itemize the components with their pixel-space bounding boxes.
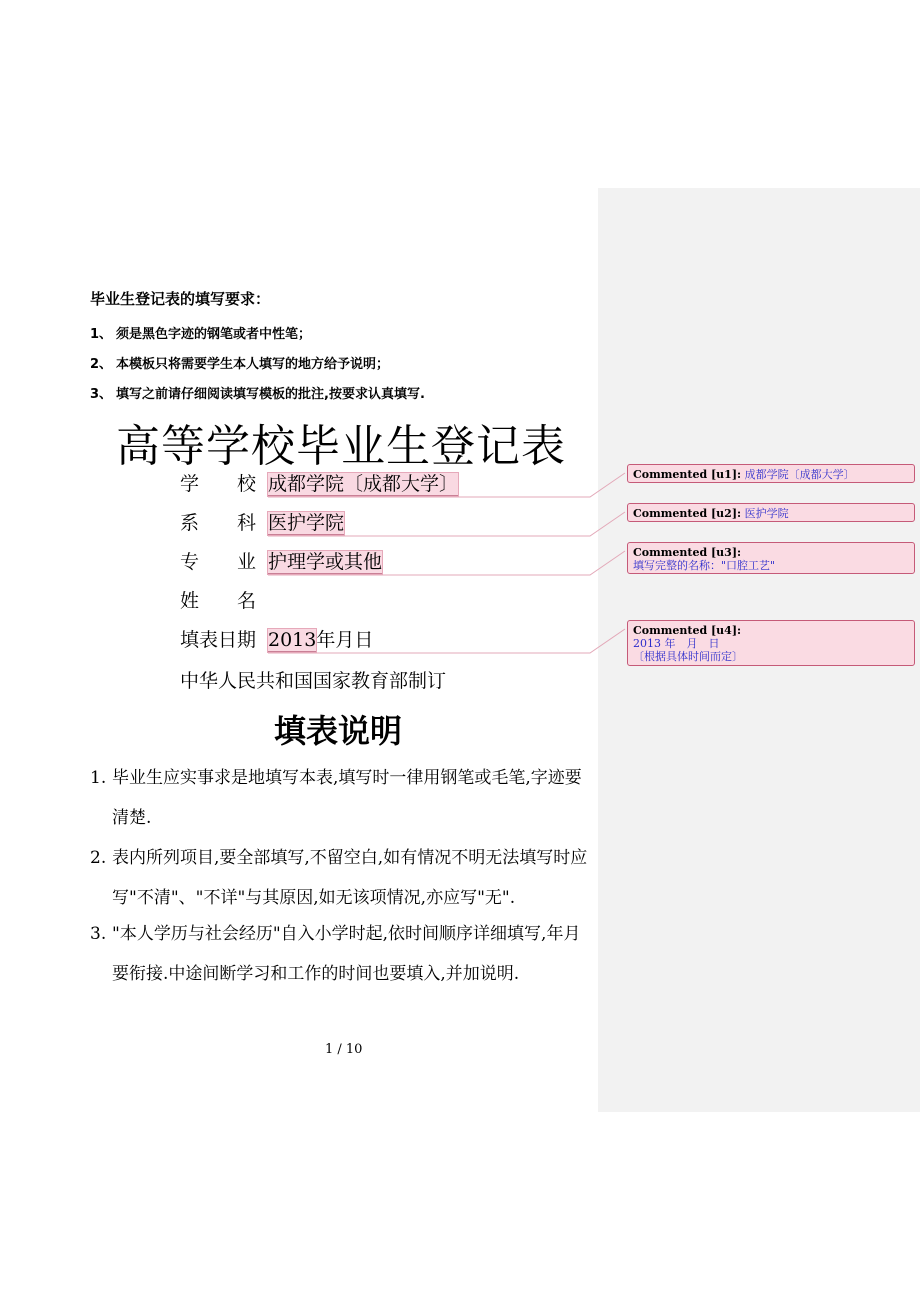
requirements-title: 毕业生登记表的填写要求： (90, 290, 271, 308)
instruction-number: 2. (90, 848, 107, 868)
requirement-number: 2、 (90, 357, 113, 372)
requirement-text: 填写之前请仔细阅读填写模板的批注,按要求认真填写. (116, 387, 425, 402)
instruction-number: 1. (90, 768, 107, 788)
instruction-item (90, 758, 595, 838)
page-number: 1 / 10 (325, 1042, 363, 1057)
form-title: 高等学校毕业生登记表 (116, 421, 566, 472)
field-date-suffix: 年月日 (316, 629, 374, 651)
comment-text: 医护学院 (744, 507, 789, 520)
field-value-school[interactable]: 成都学院〔成都大学〕 (268, 473, 459, 495)
field-value-department[interactable]: 医护学院 (268, 512, 345, 534)
field-label: 填表日期 (180, 629, 257, 651)
field-name (180, 587, 268, 615)
field-date (180, 626, 373, 654)
comment-label: Commented [u3]: (633, 546, 742, 559)
field-label: 专 业 (180, 551, 257, 573)
comment-label: Commented [u2]: (633, 507, 742, 520)
requirement-text: 本模板只将需要学生本人填写的地方给予说明； (116, 357, 390, 372)
instruction-item (90, 914, 595, 994)
requirement-item (90, 353, 389, 372)
requirement-number: 3、 (90, 387, 113, 402)
instruction-number: 3. (90, 924, 107, 944)
comment-u1[interactable] (627, 464, 915, 483)
comment-text: 〔根据具体时间而定〕 (633, 650, 743, 663)
instruction-text: 表内所列项目,要全部填写,不留空白,如有情况不明无法填写时应写"不清"、"不详"与其原因,如无该项情况,亦应写"无". (112, 848, 588, 908)
instruction-text: 毕业生应实事求是地填写本表,填写时一律用钢笔或毛笔,字迹要清楚. (112, 768, 582, 828)
requirement-text: 须是黑色字迹的钢笔或者中性笔； (116, 327, 312, 342)
comment-label: Commented [u1]: (633, 468, 742, 481)
comment-text: 成都学院〔成都大学〕 (744, 468, 855, 481)
requirement-item (90, 323, 311, 342)
comment-label: Commented [u4]: (633, 624, 742, 637)
field-department (180, 509, 344, 537)
field-label: 系 科 (180, 512, 257, 534)
requirement-item (90, 383, 425, 402)
field-label: 学 校 (180, 473, 257, 495)
instructions-title: 填表说明 (274, 712, 403, 750)
comment-u2[interactable] (627, 503, 915, 522)
comment-u3[interactable] (627, 542, 915, 574)
comment-u4[interactable] (627, 620, 915, 666)
field-label: 姓 名 (180, 590, 257, 612)
requirement-number: 1、 (90, 327, 113, 342)
field-value-major[interactable]: 护理学或其他 (268, 551, 383, 573)
instruction-text: "本人学历与社会经历"自入小学时起,依时间顺序详细填写,年月要衔接.中途间断学习和工作的时间也要填入,并加说明. (112, 924, 581, 984)
field-value-year[interactable]: 2013 (268, 629, 317, 651)
field-major (180, 548, 382, 576)
comment-text: 2013 年 月 日 (633, 637, 720, 650)
ministry-line: 中华人民共和国国家教育部制订 (180, 670, 447, 692)
field-school (180, 470, 458, 498)
instruction-item (90, 838, 595, 918)
comment-text: 填写完整的名称："口腔工艺" (633, 559, 776, 572)
